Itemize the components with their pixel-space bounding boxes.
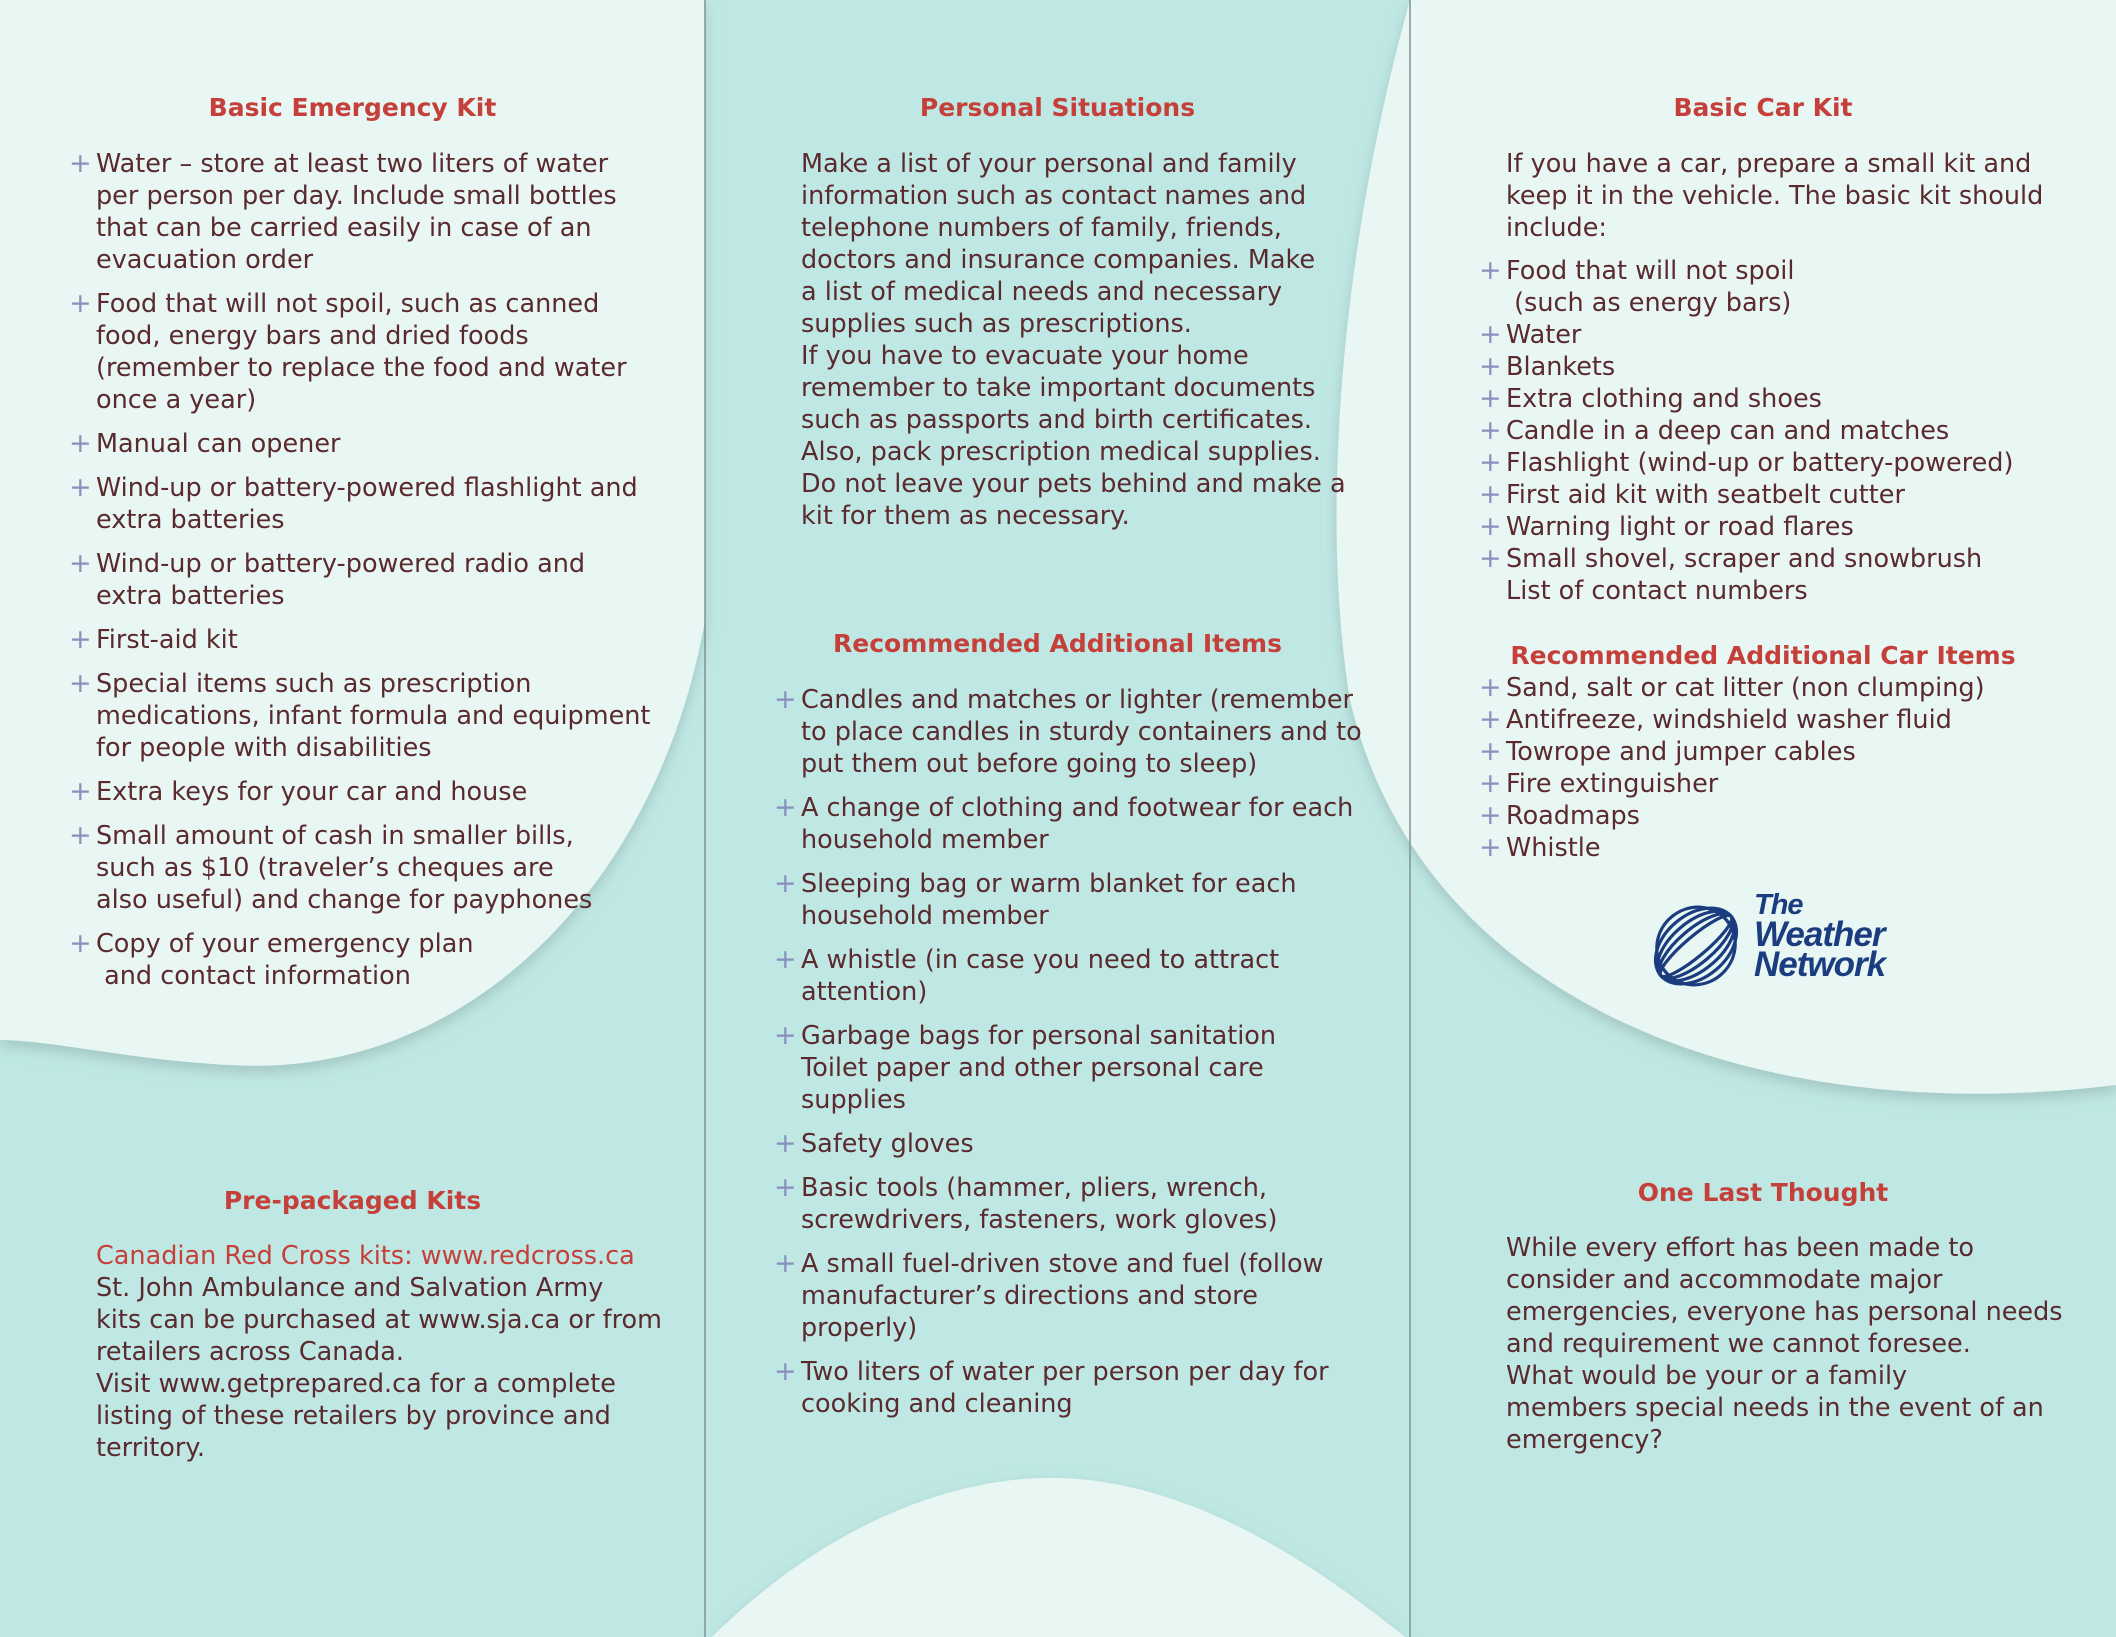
plus-icon: +	[774, 792, 797, 823]
plus-icon: +	[1479, 768, 1502, 799]
list-item: + A small fuel-driven stove and fuel (follow manufacturer’s directions and store properly)	[774, 1248, 1324, 1343]
panel-basic-emergency-kit	[0, 0, 705, 1637]
list-item: + Flashlight (wind-up or battery-powered)	[1479, 447, 2014, 478]
list-item: + Sleeping bag or warm blanket for each household member	[774, 868, 1297, 931]
panel-basic-car-kit	[1410, 0, 2116, 1637]
plus-icon: +	[774, 868, 797, 899]
plus-icon: +	[1479, 511, 1502, 542]
weather-network-wordmark	[1754, 889, 1886, 984]
plus-icon: +	[1479, 672, 1502, 703]
list-item: + Whistle	[1479, 832, 1601, 863]
list-item: + Roadmaps	[1479, 800, 1640, 831]
list-item: + Warning light or road flares	[1479, 511, 1854, 542]
plus-icon: +	[774, 944, 797, 975]
list-item: + Manual can opener	[69, 428, 341, 459]
list-item: + Candle in a deep can and matches	[1479, 415, 1950, 446]
list-item: + Antifreeze, windshield washer fluid	[1479, 704, 1952, 735]
plus-icon: +	[1479, 319, 1502, 350]
plus-icon: +	[1479, 736, 1502, 767]
list-item: + Food that will not spoil, such as canned food, energy bars and dried foods (remember to replace the food and water once a year)	[69, 288, 627, 415]
list-item: + Garbage bags for personal sanitation Toilet paper and other personal care supplies	[774, 1020, 1277, 1115]
red-cross-link[interactable]: Canadian Red Cross kits: www.redcross.ca	[96, 1241, 635, 1271]
recommended-additional-items-title: Recommended Additional Items	[833, 629, 1282, 658]
list-item: + Special items such as prescription medications, infant formula and equipment for people with disabilities	[69, 668, 651, 763]
weather-network-logo	[1640, 890, 1922, 1002]
logo-line-the: The	[1754, 889, 1803, 921]
basic-car-kit-title: Basic Car Kit	[1673, 93, 1853, 122]
plus-icon: +	[69, 148, 92, 179]
additional-car-items-list	[1480, 672, 2100, 864]
plus-icon: +	[1479, 383, 1502, 414]
list-item: + Wind-up or battery-powered flashlight and extra batteries	[69, 472, 638, 535]
list-item: + Towrope and jumper cables	[1479, 736, 1856, 767]
globe-swirl-icon	[1640, 890, 1752, 1002]
one-last-thought-body: While every effort has been made to consider and accommodate major emergencies, everyone has personal needs and requirement we cannot foresee. What would be your or a family members special needs in the event of an emergency?	[1506, 1233, 2063, 1455]
list-item: + Extra clothing and shoes	[1479, 383, 1822, 414]
additional-items-list	[775, 684, 1395, 1432]
recommended-additional-car-items-title: Recommended Additional Car Items	[1510, 641, 2016, 670]
plus-icon: +	[69, 776, 92, 807]
list-item: + First-aid kit	[69, 624, 238, 655]
list-item: + Copy of your emergency plan and contact information	[69, 928, 474, 991]
plus-icon: +	[774, 1248, 797, 1279]
plus-icon: +	[69, 624, 92, 655]
plus-icon: +	[1479, 351, 1502, 382]
plus-icon: +	[69, 820, 92, 851]
list-item: + Water – store at least two liters of water per person per day. Include small bottles that can be carried easily in case of an evacuation order	[69, 148, 617, 275]
plus-icon: +	[1479, 800, 1502, 831]
plus-icon: +	[1479, 447, 1502, 478]
one-last-thought-title: One Last Thought	[1637, 1178, 1889, 1207]
plus-icon: +	[1479, 704, 1502, 735]
emergency-kit-list	[70, 148, 670, 1004]
list-item: + First aid kit with seatbelt cutter	[1479, 479, 1905, 510]
plus-icon: +	[1479, 255, 1502, 286]
plus-icon: +	[774, 1356, 797, 1387]
car-kit-intro: If you have a car, prepare a small kit and keep it in the vehicle. The basic kit should include:	[1506, 149, 2044, 243]
list-item: + Candles and matches or lighter (remember to place candles in sturdy containers and to put them out before going to sleep)	[774, 684, 1362, 779]
list-item: + Small amount of cash in smaller bills, such as $10 (traveler’s cheques are also useful) and change for payphones	[69, 820, 593, 915]
plus-icon: +	[774, 1128, 797, 1159]
list-item: + A whistle (in case you need to attract attention)	[774, 944, 1280, 1007]
plus-icon: +	[1479, 479, 1502, 510]
list-item: + Water	[1479, 319, 1582, 350]
plus-icon: +	[774, 1020, 797, 1051]
list-item: + Two liters of water per person per day for cooking and cleaning	[774, 1356, 1329, 1419]
personal-situations-body: Make a list of your personal and family information such as contact names and telephone numbers of family, friends, doctors and insurance companies. Make a list of medical needs and necessary supplies such as prescriptions. If you have to evacuate your home remember to take important documents such as passports and birth certificates. Also, pack prescription medical supplies. Do not leave your pets behind and make a kit for them as necessary.	[801, 149, 1346, 531]
list-item: + Blankets	[1479, 351, 1616, 382]
plus-icon: +	[1479, 415, 1502, 446]
basic-emergency-kit-title: Basic Emergency Kit	[208, 93, 497, 122]
list-item: + Basic tools (hammer, pliers, wrench, screwdrivers, fasteners, work gloves)	[774, 1172, 1278, 1235]
list-item: + Small shovel, scraper and snowbrush List of contact numbers	[1479, 543, 1983, 606]
plus-icon: +	[69, 668, 92, 699]
plus-icon: +	[69, 548, 92, 579]
plus-icon: +	[1479, 832, 1502, 863]
plus-icon: +	[69, 928, 92, 959]
list-item: + Safety gloves	[774, 1128, 974, 1159]
list-item: + A change of clothing and footwear for each household member	[774, 792, 1354, 855]
list-item: + Sand, salt or cat litter (non clumping)	[1479, 672, 1985, 703]
list-item: + Food that will not spoil (such as energy bars)	[1479, 255, 1795, 318]
logo-line-weather: Weather	[1754, 915, 1885, 954]
plus-icon: +	[774, 1172, 797, 1203]
pre-packaged-kits-title: Pre-packaged Kits	[223, 1186, 482, 1215]
car-kit-list	[1480, 255, 2100, 607]
plus-icon: +	[69, 472, 92, 503]
pre-packaged-kits-body: St. John Ambulance and Salvation Army kits can be purchased at www.sja.ca or from retailers across Canada. Visit www.getprepared.ca for a complete listing of these retailers by province and territory.	[96, 1273, 662, 1463]
list-item: + Extra keys for your car and house	[69, 776, 528, 807]
plus-icon: +	[69, 428, 92, 459]
list-item: + Wind-up or battery-powered radio and extra batteries	[69, 548, 586, 611]
plus-icon: +	[774, 684, 797, 715]
list-item: + Fire extinguisher	[1479, 768, 1719, 799]
plus-icon: +	[1479, 543, 1502, 574]
panel-personal-situations	[705, 0, 1410, 1637]
logo-line-network: Network	[1754, 945, 1886, 984]
personal-situations-title: Personal Situations	[919, 93, 1196, 122]
plus-icon: +	[69, 288, 92, 319]
